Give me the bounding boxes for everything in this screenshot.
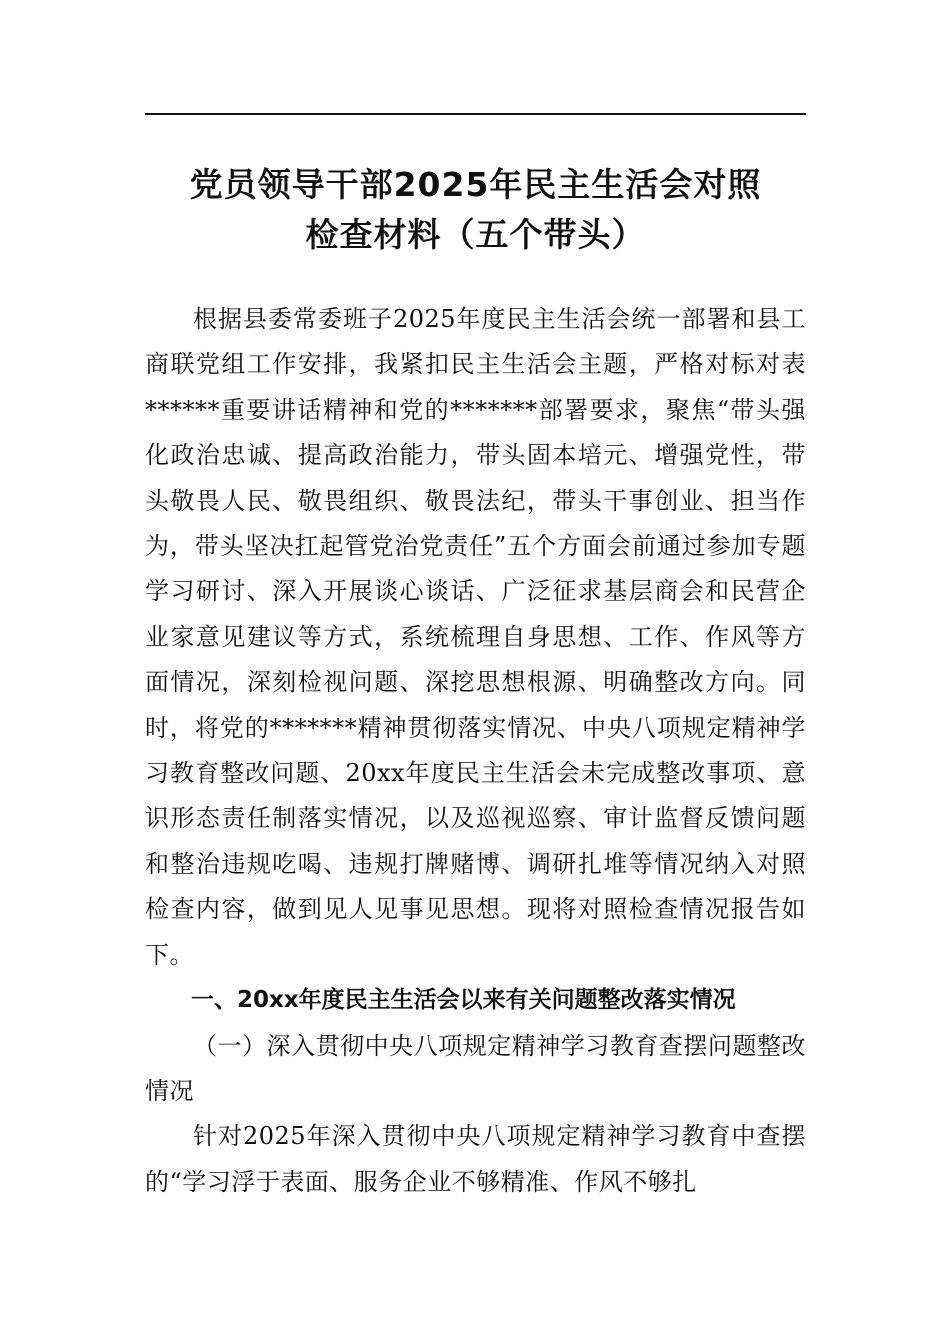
document-title (145, 160, 806, 260)
subsection-1-paragraph: 针对2025年深入贯彻中央八项规定精神学习教育中查摆的“学习浮于表面、服务企业不够精准、作风不够扎 (145, 1122, 806, 1196)
intro-paragraph: 根据县委常委班子2025年度民主生活会统一部署和县工商联党组工作安排，我紧扣民主生活会主题，严格对标对表******重要讲话精神和党的*******部署要求，聚焦“带头强化政治忠诚、提高政治能力，带头固本培元、增强党性，带头敬畏人民、敬畏组织、敬畏法纪，带头干事创业、担当作为，带头坚决扛起管党治党责任”五个方面会前通过参加专题学习研讨、深入开展谈心谈话、广泛征求基层商会和民营企业家意见建议等方式，系统梳理自身思想、工作、作风等方面情况，深刻检视问题、深挖思想根源、明确整改方向。同时，将党的*******精神贯彻落实情况、中央八项规定精神学习教育整改问题、20xx年度民主生活会未完成整改事项、意识形态责任制落实情况，以及巡视巡察、审计监督反馈问题和整治违规吃喝、违规打牌赌博、调研扎堆等情况纳入对照检查内容，做到见人见事见思想。现将对照检查情况报告如下。 (145, 305, 806, 969)
subsection-1-heading: （一）深入贯彻中央八项规定精神学习教育查摆问题整改情况 (145, 1031, 806, 1105)
document-body (145, 297, 806, 1205)
header-rule (145, 113, 806, 115)
title-line-1: 党员领导干部2025年民主生活会对照 (189, 165, 762, 204)
section-1-heading: 一、20xx年度民主生活会以来有关问题整改落实情况 (191, 987, 736, 1014)
title-line-2: 检查材料（五个带头） (305, 215, 646, 254)
